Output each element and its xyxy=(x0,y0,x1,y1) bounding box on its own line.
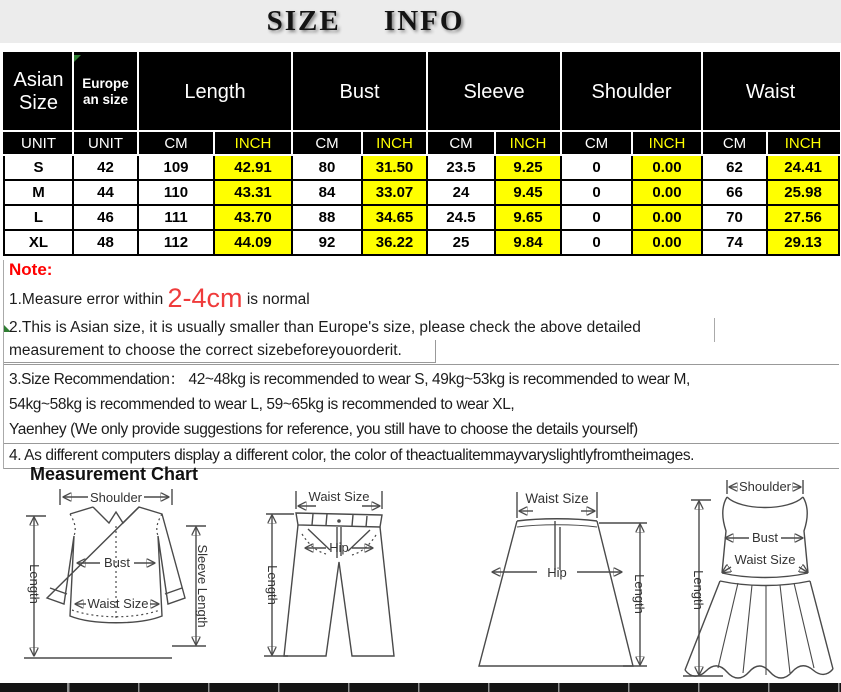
unit-cell: UNIT xyxy=(73,131,138,155)
unit-cell: CM xyxy=(702,131,767,155)
header-shoulder: Shoulder xyxy=(561,53,702,131)
skirt-length-label: Length xyxy=(632,574,647,614)
euro-cell: 44 xyxy=(73,180,138,205)
waist-cm-cell: 74 xyxy=(702,230,767,255)
shirt-waist-label: Waist Size xyxy=(87,596,149,611)
header-asian-size: Asian Size xyxy=(4,53,73,131)
table-header-row xyxy=(4,53,839,131)
header-sleeve: Sleeve xyxy=(427,53,561,131)
shoulder-inch-cell: 0.00 xyxy=(632,155,702,180)
length-cm-cell: 110 xyxy=(138,180,214,205)
skirt-hip-label: Hip xyxy=(547,565,567,580)
sleeve-cm-cell: 24.5 xyxy=(427,205,495,230)
waist-cm-cell: 70 xyxy=(702,205,767,230)
pants-hip-label: Hip xyxy=(329,540,349,555)
header-european-size: Europe an size xyxy=(73,53,138,131)
unit-cell: CM xyxy=(292,131,362,155)
shirt-sleeve-length-label: Sleeve Length xyxy=(195,544,210,628)
header-bust: Bust xyxy=(292,53,427,131)
note-1-highlight: 2-4cm xyxy=(167,283,243,313)
skirt-diagram xyxy=(463,488,648,678)
shirt-diagram xyxy=(12,486,234,666)
unit-cell: CM xyxy=(427,131,495,155)
table-row-xl xyxy=(4,230,839,255)
length-inch-cell: 44.09 xyxy=(214,230,292,255)
waist-inch-cell: 25.98 xyxy=(767,180,839,205)
shoulder-inch-cell: 0.00 xyxy=(632,180,702,205)
length-cm-cell: 111 xyxy=(138,205,214,230)
waist-inch-cell: 29.13 xyxy=(767,230,839,255)
length-inch-cell: 43.31 xyxy=(214,180,292,205)
unit-cell: CM xyxy=(561,131,632,155)
header-length: Length xyxy=(138,53,292,131)
sleeve-cm-cell: 23.5 xyxy=(427,155,495,180)
dress-diagram xyxy=(663,478,838,686)
shirt-length-label: Length xyxy=(27,564,42,604)
shirt-shoulder-label: Shoulder xyxy=(89,490,143,505)
sleeve-inch-cell: 9.25 xyxy=(495,155,561,180)
size-cell: L xyxy=(4,205,73,230)
note-line-4: 4. As different computers display a different color, the color of theactualitemmayvaryslightlyfromtheimages. xyxy=(4,443,839,469)
bust-inch-cell: 34.65 xyxy=(362,205,427,230)
skirt-waist-label: Waist Size xyxy=(525,491,589,506)
note-1-prefix: 1.Measure error within xyxy=(9,291,168,308)
note-title: Note: xyxy=(9,260,53,279)
excel-cell-marker-icon xyxy=(74,55,81,62)
pants-diagram xyxy=(258,488,408,663)
note-line-3: 3.Size Recommendation： 42~48kg is recommended to wear S, 49kg~53kg is recommended to wear M, xyxy=(9,371,690,388)
unit-cell-inch: INCH xyxy=(362,131,427,155)
waist-inch-cell: 27.56 xyxy=(767,205,839,230)
pants-waist-label: Waist Size xyxy=(308,489,370,504)
dress-shoulder-label: Shoulder xyxy=(738,479,792,494)
pants-length-label: Length xyxy=(265,565,280,605)
euro-cell: 48 xyxy=(73,230,138,255)
length-inch-cell: 43.70 xyxy=(214,205,292,230)
bust-inch-cell: 31.50 xyxy=(362,155,427,180)
bust-inch-cell: 33.07 xyxy=(362,180,427,205)
waist-cm-cell: 66 xyxy=(702,180,767,205)
header-waist: Waist xyxy=(702,53,839,131)
sleeve-inch-cell: 9.65 xyxy=(495,205,561,230)
shoulder-cm-cell: 0 xyxy=(561,230,632,255)
unit-cell: CM xyxy=(138,131,214,155)
length-cm-cell: 109 xyxy=(138,155,214,180)
bust-inch-cell: 36.22 xyxy=(362,230,427,255)
unit-cell-inch: INCH xyxy=(767,131,839,155)
unit-cell-inch: INCH xyxy=(632,131,702,155)
notes-section xyxy=(3,260,839,469)
size-cell: S xyxy=(4,155,73,180)
unit-cell: UNIT xyxy=(4,131,73,155)
dress-bust-label: Bust xyxy=(751,530,779,545)
note-line-1 xyxy=(4,283,839,315)
dress-waist-label: Waist Size xyxy=(734,552,796,567)
sleeve-inch-cell: 9.45 xyxy=(495,180,561,205)
table-row-l xyxy=(4,205,839,230)
size-cell: M xyxy=(4,180,73,205)
shoulder-inch-cell: 0.00 xyxy=(632,230,702,255)
note-line-2-cont: measurement to choose the correct sizebeforeyouorderit. xyxy=(4,340,436,363)
shirt-bust-label: Bust xyxy=(103,555,131,570)
dress-length-label: Length xyxy=(691,570,706,610)
bust-cm-cell: 92 xyxy=(292,230,362,255)
waist-cm-cell: 62 xyxy=(702,155,767,180)
bust-cm-cell: 84 xyxy=(292,180,362,205)
unit-cell-inch: INCH xyxy=(495,131,561,155)
shoulder-cm-cell: 0 xyxy=(561,180,632,205)
euro-cell: 42 xyxy=(73,155,138,180)
note-line-3-group xyxy=(4,364,839,442)
unit-cell-inch: INCH xyxy=(214,131,292,155)
waist-inch-cell: 24.41 xyxy=(767,155,839,180)
table-row-s xyxy=(4,155,839,180)
note-line-3-cont: 54kg~58kg is recommended to wear L, 59~65kg is recommended to wear XL, xyxy=(9,396,515,413)
measurement-chart-title: Measurement Chart xyxy=(30,464,199,484)
unit-row xyxy=(4,131,839,155)
sleeve-inch-cell: 9.84 xyxy=(495,230,561,255)
page-title: SIZE INFO xyxy=(266,5,465,37)
note-line-3-cont2: Yaenhey (We only provide suggestions for reference, you still have to choose the details yourself) xyxy=(9,421,638,438)
shoulder-cm-cell: 0 xyxy=(561,205,632,230)
length-cm-cell: 112 xyxy=(138,230,214,255)
sleeve-cm-cell: 24 xyxy=(427,180,495,205)
note-1-suffix: is normal xyxy=(242,291,310,308)
size-cell: XL xyxy=(4,230,73,255)
shoulder-inch-cell: 0.00 xyxy=(632,205,702,230)
shoulder-cm-cell: 0 xyxy=(561,155,632,180)
sleeve-cm-cell: 25 xyxy=(427,230,495,255)
size-table xyxy=(3,52,840,256)
length-inch-cell: 42.91 xyxy=(214,155,292,180)
table-row-m xyxy=(4,180,839,205)
note-line-2: 2.This is Asian size, it is usually smaller than Europe's size, please check the above detailed xyxy=(4,315,839,340)
euro-cell: 46 xyxy=(73,205,138,230)
bottom-table-edge xyxy=(0,683,841,692)
bust-cm-cell: 80 xyxy=(292,155,362,180)
bust-cm-cell: 88 xyxy=(292,205,362,230)
title-bar xyxy=(0,0,841,43)
